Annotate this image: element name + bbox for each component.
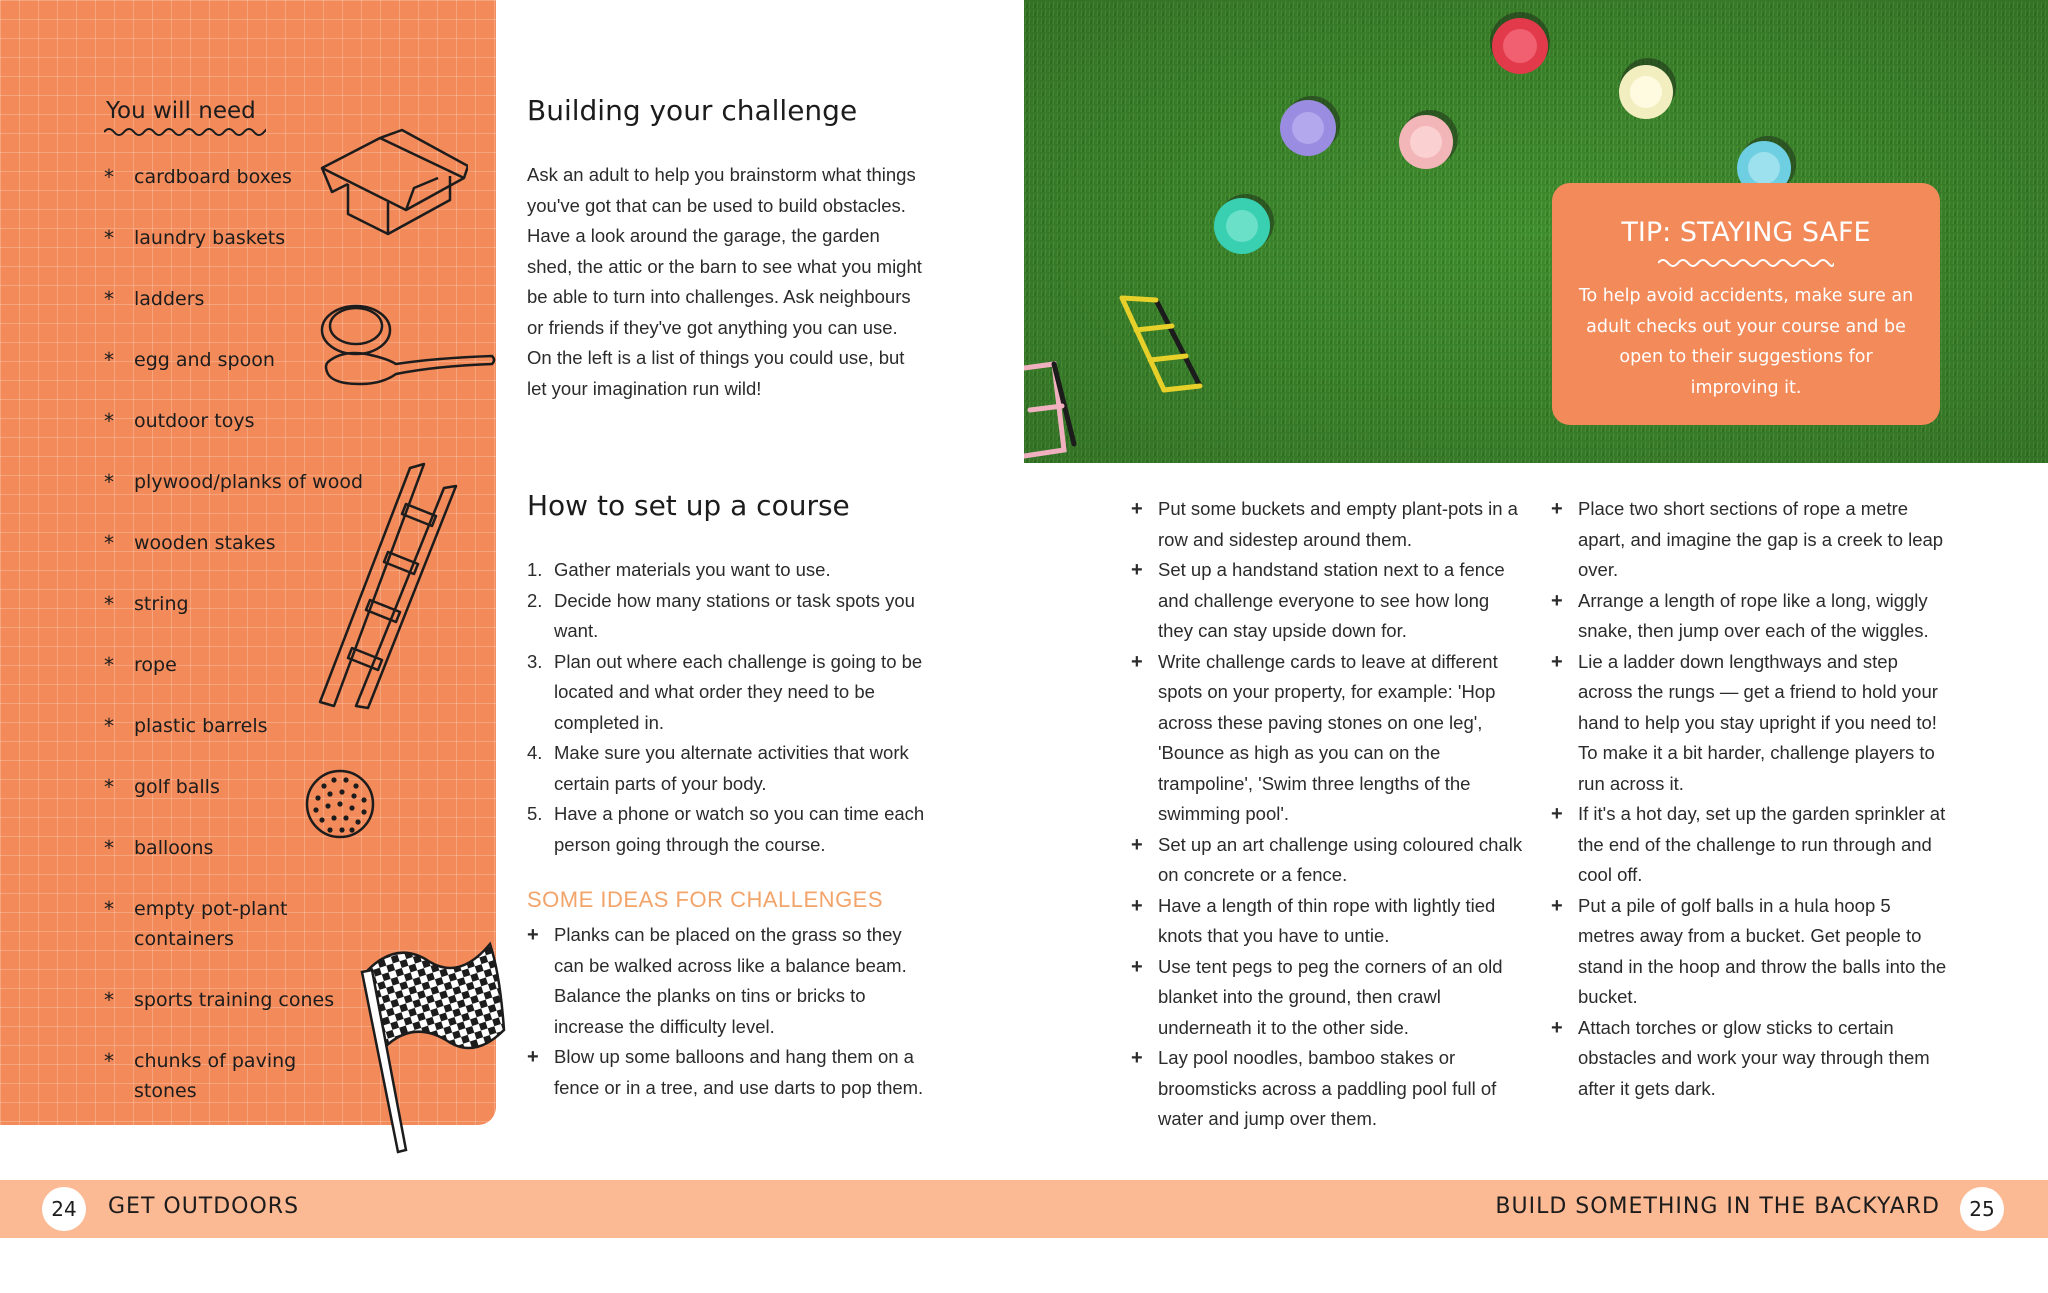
material-item-label: plastic barrels — [134, 715, 268, 737]
right-running-title: BUILD SOMETHING IN THE BACKYARD — [1495, 1194, 1940, 1219]
plus-bullet-icon: + — [1131, 894, 1143, 917]
plus-bullet-icon: + — [1131, 833, 1143, 856]
material-item-label: balloons — [134, 837, 214, 859]
step-text: Plan out where each challenge is going to be located and what order they need to be completed in. — [554, 650, 923, 733]
step-number: 2. — [527, 589, 543, 611]
setup-step — [527, 647, 927, 739]
step-text: Decide how many stations or task spots you want. — [554, 589, 915, 641]
setup-step — [527, 799, 927, 860]
asterisk-bullet-icon: * — [104, 836, 114, 860]
idea-item — [1131, 1043, 1527, 1135]
plus-bullet-icon: + — [1551, 894, 1563, 917]
idea-text: Place two short sections of rope a metre apart, and imagine the gap is a creek to leap over. — [1578, 498, 1944, 580]
material-item — [104, 985, 404, 1015]
egg-and-spoon-icon — [318, 300, 496, 392]
ideas-list-middle — [1131, 494, 1527, 1135]
material-item-label: golf balls — [134, 776, 220, 798]
ideas-heading: SOME IDEAS FOR CHALLENGES — [527, 887, 884, 912]
asterisk-bullet-icon: * — [104, 592, 114, 616]
building-heading: Building your challenge — [527, 94, 858, 127]
plus-bullet-icon: + — [1131, 498, 1143, 520]
material-item — [104, 894, 304, 954]
idea-item — [1551, 891, 1947, 1013]
setup-step — [527, 555, 927, 586]
plus-bullet-icon: + — [1551, 650, 1563, 673]
idea-text: Put some buckets and empty plant-pots in a row and sidestep around them. — [1158, 498, 1518, 550]
idea-text: If it's a hot day, set up the garden sprinkler at the end of the challenge to run through and cool off. — [1578, 803, 1946, 885]
plus-bullet-icon: + — [1551, 589, 1563, 612]
material-item-label: outdoor toys — [134, 410, 255, 432]
asterisk-bullet-icon: * — [104, 287, 114, 311]
material-item — [104, 1046, 304, 1106]
asterisk-bullet-icon: * — [104, 165, 114, 189]
cardboard-box-icon — [318, 128, 468, 240]
asterisk-bullet-icon: * — [104, 653, 114, 677]
golf-ball-icon — [304, 768, 376, 840]
step-text: Have a phone or watch so you can time each person going through the course. — [554, 803, 925, 855]
idea-text: Planks can be placed on the grass so they can be walked across like a balance beam. Balance the planks on tins or bricks to increase the difficulty level. — [554, 924, 907, 1037]
ideas-list-right — [1551, 494, 1947, 1104]
plus-bullet-icon: + — [1131, 650, 1143, 673]
right-page-number: 25 — [1960, 1187, 2004, 1231]
idea-text: Lay pool noodles, bamboo stakes or broomsticks across a paddling pool full of water and jump over them. — [1158, 1047, 1497, 1129]
asterisk-bullet-icon: * — [104, 226, 114, 250]
idea-text: Blow up some balloons and hang them on a fence or in a tree, and use darts to pop them. — [554, 1046, 924, 1098]
asterisk-bullet-icon: * — [104, 897, 114, 921]
left-running-title: GET OUTDOORS — [108, 1194, 300, 1219]
material-item-label: sports training cones — [134, 989, 335, 1011]
step-number: 4. — [527, 742, 543, 763]
material-item-label: cardboard boxes — [134, 166, 292, 188]
tip-title: TIP: STAYING SAFE — [1621, 217, 1871, 248]
material-item-label: rope — [134, 654, 177, 676]
tip-text: To help avoid accidents, make sure an adult checks out your course and be open to their suggestions for improving it. — [1578, 286, 1914, 398]
idea-item — [1131, 891, 1527, 952]
setup-steps-list — [527, 555, 927, 860]
you-will-need-title: You will need — [106, 98, 256, 124]
idea-text: Attach torches or glow sticks to certain obstacles and work your way through them after it gets dark. — [1578, 1016, 1930, 1099]
step-number: 5. — [527, 803, 543, 824]
idea-text: Write challenge cards to leave at different spots on your property, for example: 'Hop across these paving stones on one leg', 'Bounce as high as you can on the trampoline', 'Swim three lengths of the swimming pool'. — [1158, 650, 1498, 824]
plus-bullet-icon: + — [1131, 955, 1143, 978]
idea-item — [1131, 952, 1527, 1044]
material-item-label: laundry baskets — [134, 227, 286, 249]
asterisk-bullet-icon: * — [104, 775, 114, 799]
wavy-underline-icon — [1658, 257, 1834, 269]
idea-item — [1551, 586, 1947, 647]
step-number: 3. — [527, 650, 543, 672]
plus-bullet-icon: + — [1551, 498, 1563, 520]
plus-bullet-icon: + — [527, 924, 539, 946]
material-item-label: egg and spoon — [134, 349, 275, 371]
idea-text: Set up an art challenge using coloured chalk on concrete or a fence. — [1158, 833, 1523, 885]
idea-text: Arrange a length of rope like a long, wiggly snake, then jump over each of the wiggles. — [1578, 589, 1929, 641]
asterisk-bullet-icon: * — [104, 714, 114, 738]
idea-text: Set up a handstand station next to a fence and challenge everyone to see how long they can stay upside down for. — [1158, 559, 1505, 641]
setup-step — [527, 586, 927, 647]
chequered-flag-icon — [360, 930, 510, 1158]
plus-bullet-icon: + — [527, 1046, 539, 1068]
left-page-number: 24 — [42, 1187, 86, 1231]
idea-item — [527, 1042, 927, 1103]
material-item-label: wooden stakes — [134, 532, 276, 554]
step-text: Gather materials you want to use. — [554, 559, 831, 580]
material-item-label: empty pot-plant containers — [134, 898, 288, 950]
plus-bullet-icon: + — [1551, 1016, 1563, 1039]
asterisk-bullet-icon: * — [104, 988, 114, 1012]
idea-item — [1551, 1013, 1947, 1105]
idea-text: Have a length of thin rope with lightly tied knots that you have to untie. — [1158, 894, 1496, 946]
idea-item — [1131, 830, 1527, 891]
material-item-label: plywood/planks of wood — [134, 471, 364, 493]
setup-step — [527, 738, 927, 799]
idea-item — [527, 920, 927, 1042]
material-item-label: string — [134, 593, 189, 615]
asterisk-bullet-icon: * — [104, 409, 114, 433]
material-item-label: chunks of paving stones — [134, 1050, 297, 1102]
idea-item — [1551, 799, 1947, 891]
asterisk-bullet-icon: * — [104, 1049, 114, 1073]
plus-bullet-icon: + — [1131, 1047, 1143, 1069]
step-number: 1. — [527, 559, 543, 580]
tip-box — [1552, 183, 1940, 425]
material-item — [104, 711, 404, 741]
plus-bullet-icon: + — [1551, 803, 1563, 825]
building-paragraph: Ask an adult to help you brainstorm what things you've got that can be used to build obstacles. Have a look around the garage, the garden shed, the attic or the barn to see what you might be able to turn into challenges. Ask neighbours or friends if they've got anything you can use. On the left is a list of things you could use, but let your imagination run wild! — [527, 164, 922, 399]
asterisk-bullet-icon: * — [104, 348, 114, 372]
step-text: Make sure you alternate activities that work certain parts of your body. — [554, 742, 909, 794]
idea-item — [1131, 647, 1527, 830]
material-item — [104, 406, 404, 436]
asterisk-bullet-icon: * — [104, 531, 114, 555]
wavy-underline-icon — [104, 126, 266, 138]
asterisk-bullet-icon: * — [104, 470, 114, 494]
idea-text: Put a pile of golf balls in a hula hoop 5 metres away from a bucket. Get people to stand in the hoop and throw the balls into the bucket. — [1578, 894, 1947, 1007]
idea-text: Lie a ladder down lengthways and step across the rungs — get a friend to hold your hand to help you stay upright if you need to! To make it a bit harder, challenge players to run across it. — [1578, 650, 1938, 794]
setup-heading: How to set up a course — [527, 489, 850, 522]
material-item-label: ladders — [134, 288, 205, 310]
ideas-list-left — [527, 920, 927, 1103]
idea-item — [1131, 555, 1527, 647]
idea-item — [1131, 494, 1527, 555]
idea-text: Use tent pegs to peg the corners of an old blanket into the ground, then crawl underneath it to the other side. — [1158, 955, 1503, 1038]
idea-item — [1551, 494, 1947, 586]
idea-item — [1551, 647, 1947, 800]
plus-bullet-icon: + — [1131, 559, 1143, 581]
ladder-icon — [314, 462, 464, 710]
